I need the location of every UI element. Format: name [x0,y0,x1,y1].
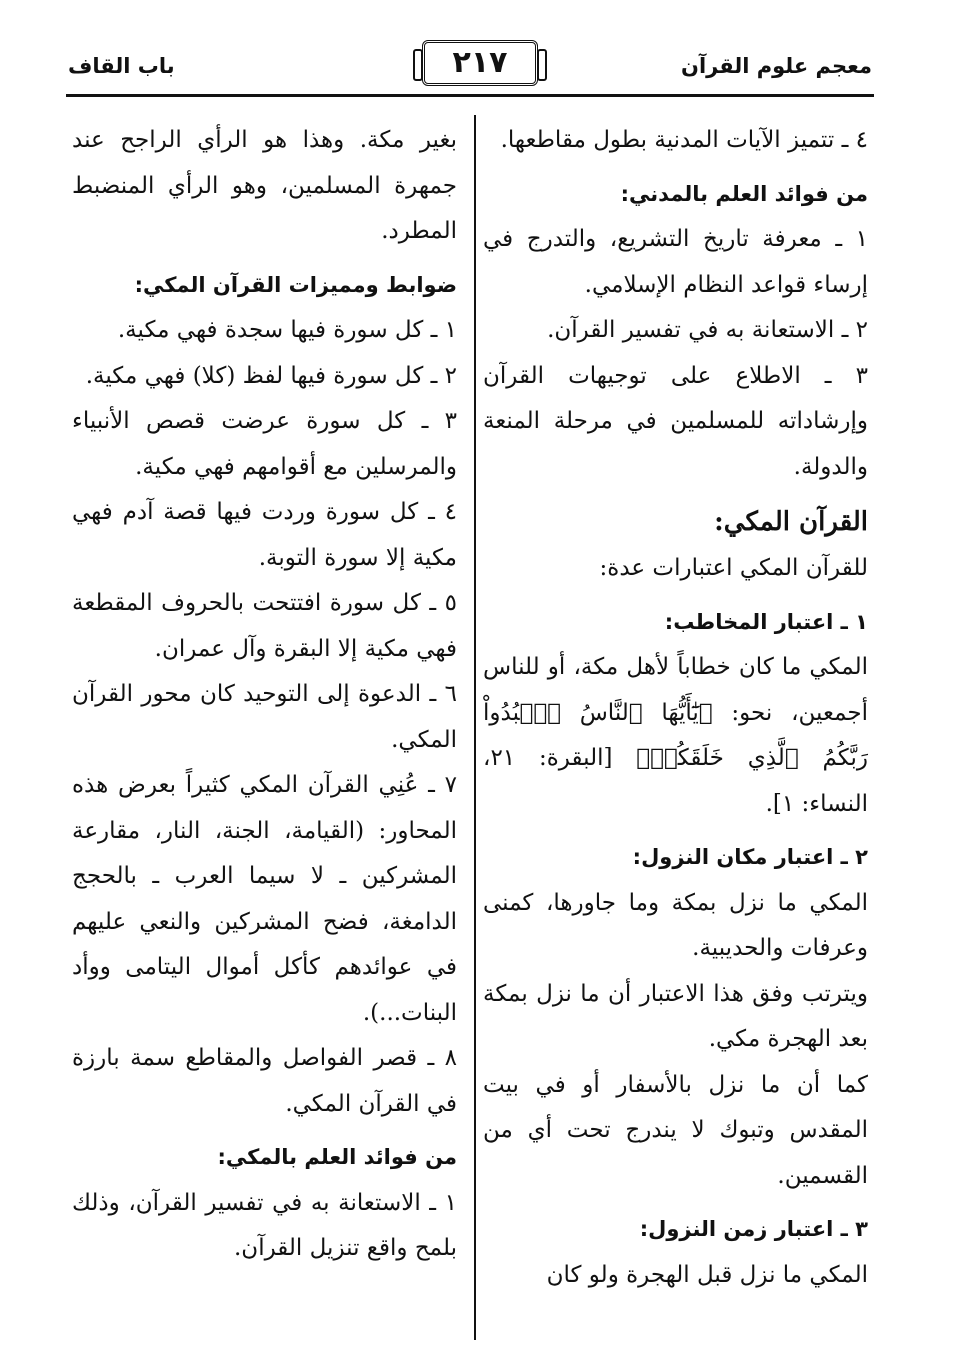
paragraph: ٢ ـ الاستعانة به في تفسير القرآن. [547,317,868,343]
paragraph: ٤ ـ كل سورة وردت فيها قصة آدم فهي مكية إلا سورة التوبة. [72,499,457,571]
paragraph: ٧ ـ عُنِي القرآن المكي كثيراً بعرض هذه المحاور: (القيامة، الجنة، النار، مقارعة المشركين ـ لا سيما العرب ـ بالحجج الدامغة، فضح المشركين والنعي عليهم في عوائدهم كأكل أموال اليتامى ووأد البنات...). [72,772,457,1026]
paragraph: ٣ ـ كل سورة عرضت قصص الأنبياء والمرسلين مع أقوامهم فهي مكية. [72,408,457,480]
chapter-title: باب القاف [68,54,175,78]
paragraph: ١ ـ معرفة تاريخ التشريع، والتدرج في إرساء قواعد النظام الإسلامي. [483,226,868,298]
section-heading: ضوابط ومميزات القرآن المكي: [134,272,457,297]
paragraph: ١ ـ كل سورة فيها سجدة فهي مكية. [117,317,457,343]
paragraph: ويترتب وفق هذا الاعتبار أن ما نزل بمكة بعد الهجرة مكي. [483,980,868,1052]
page-number: ٢١٧ [422,40,538,86]
paragraph: للقرآن المكي اعتبارات عدة: [599,555,868,581]
paragraph: ٢ ـ كل سورة فيها لفظ (كلا) فهي مكية. [85,362,457,389]
section-heading: من فوائد العلم بالمدني: [620,181,868,206]
running-header [66,40,874,96]
paragraph: بغير مكة. وهذا هو الرأي الراجح عند جمهرة المسلمين، وهو الرأي المنضبط المطرد. [72,127,457,244]
paragraph: ٨ ـ قصر الفواصل والمقاطع سمة بارزة في القرآن المكي. [72,1045,457,1117]
section-heading: ٢ ـ اعتبار مكان النزول: [632,845,868,869]
paragraph: كما أن ما نزل بالأسفار أو في بيت المقدس وتبوك لا يندرج تحت أي من القسمين. [483,1071,868,1189]
paragraph: ٥ ـ كل سورة افتتحت بالحروف المقطعة فهي مكية إلا البقرة وآل عمران. [72,590,457,662]
section-heading: ١ ـ اعتبار المخاطب: [664,609,868,634]
left-column [72,118,457,1272]
paragraph: المكي ما كان خطاباً لأهل مكة، أو للناس أجمعين، نحو: ﴿يَٰٓأَيُّهَا ٱلنَّاسُ ٱعۡبُدُواْ رَبَّكُمُ ٱلَّذِي خَلَقَكُمۡ﴾ [البقرة: ٢١، النساء: ١]. [483,654,868,817]
section-title: القرآن المكي: [714,507,868,537]
right-column [483,118,868,1298]
paragraph: ١ ـ الاستعانة به في تفسير القرآن، وذلك بلمح واقع تنزيل القرآن. [72,1189,457,1261]
section-heading: ٣ ـ اعتبار زمن النزول: [639,1217,868,1241]
section-heading: من فوائد العلم بالمكي: [217,1145,457,1169]
paragraph: المكي ما نزل بمكة وما جاورها، كمنى وعرفات والحديبية. [483,889,868,961]
paragraph: المكي ما نزل قبل الهجرة ولو كان [546,1261,868,1288]
paragraph: ٣ ـ الاطلاع على توجيهات القرآن وإرشاداته للمسلمين في مرحلة المنعة والدولة. [483,362,868,480]
paragraph: ٤ ـ تتميز الآيات المدنية بطول مقاطعها. [500,127,868,153]
column-divider [474,115,476,1340]
paragraph: ٦ ـ الدعوة إلى التوحيد كان محور القرآن المكي. [72,681,457,753]
header-rule [66,94,874,97]
book-title: معجم علوم القرآن [681,54,872,78]
